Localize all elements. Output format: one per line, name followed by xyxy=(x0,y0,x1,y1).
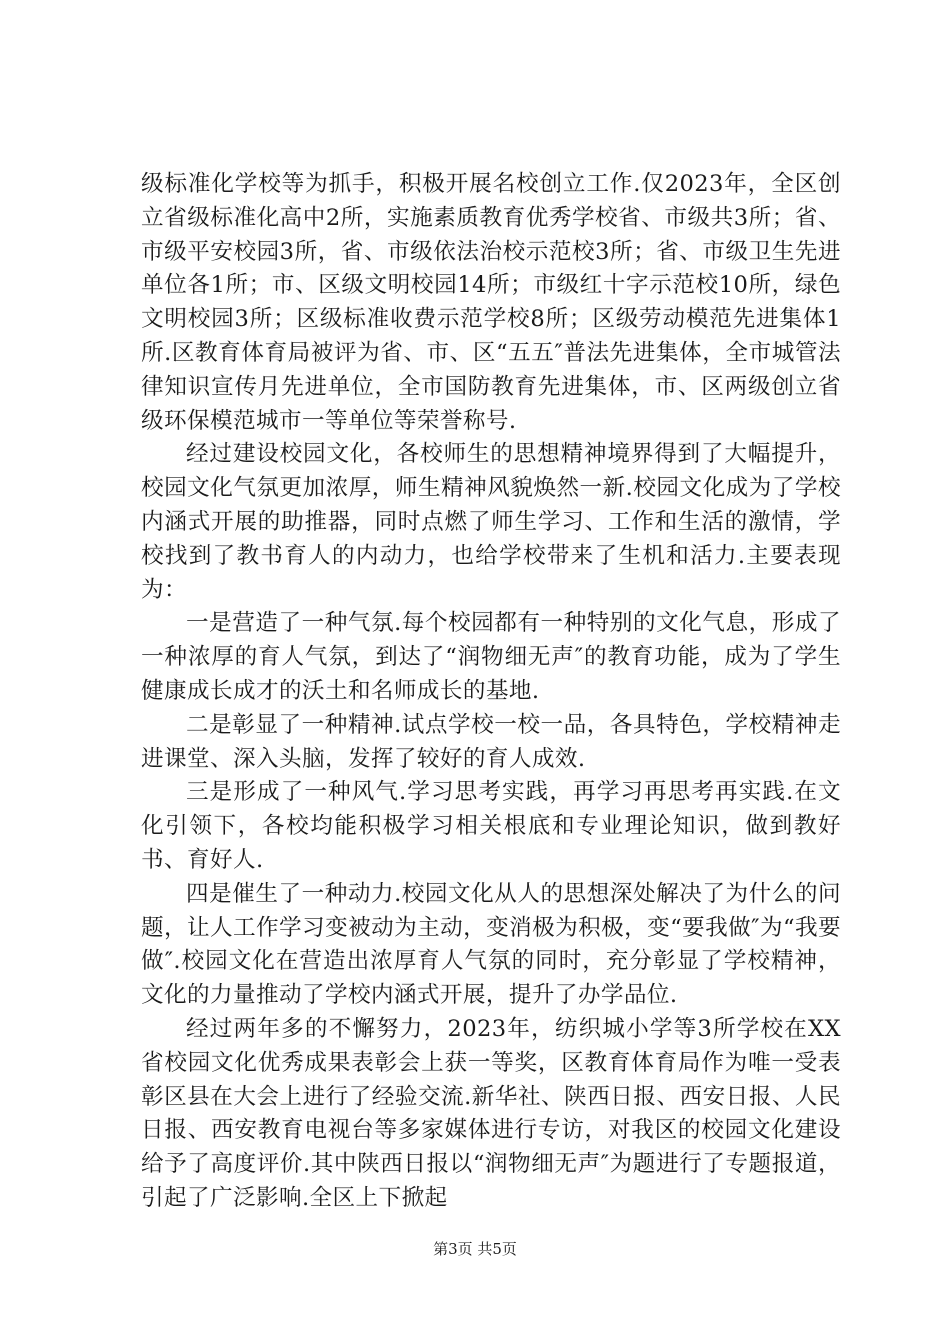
paragraph-3: 一是营造了一种气氛.每个校园都有一种特别的文化气息，形成了一种浓厚的育人气氛，到达了“润物细无声″的教育功能，成为了学生健康成长成才的沃土和名师成长的基地. xyxy=(141,610,841,704)
paragraph-1: 级标准化学校等为抓手，积极开展名校创立工作.仅2023年，全区创立省级标准化高中2所，实施素质教育优秀学校省、市级共3所；省、市级平安校园3所，省、市级依法治校示范校3所；省、市级卫生先进单位各1所；市、区级文明校园14所；市级红十字示范校10所，绿色文明校园3所；区级标准收费示范学校8所；区级劳动模范先进集体1所.区教育体育局被评为省、市、区“五五″普法先进集体，全市城管法律知识宣传月先进单位，全市国防教育先进集体，市、区两级创立省级环保模范城市一等单位等荣誉称号. xyxy=(141,171,841,434)
paragraph-6: 四是催生了一种动力.校园文化从人的思想深处解决了为什么的问题，让人工作学习变被动为主动，变消极为积极，变“要我做″为“我要做″.校园文化在营造出浓厚育人气氛的同时，充分彰显了学校精神，文化的力量推动了学校内涵式开展，提升了办学品位. xyxy=(141,880,841,1009)
paragraph-7: 经过两年多的不懈努力，2023年，纺织城小学等3所学校在XX省校园文化优秀成果表彰会上获一等奖，区教育体育局作为唯一受表彰区县在大会上进行了经验交流.新华社、陕西日报、西安日报、人民日报、西安教育电视台等多家媒体进行专访，对我区的校园文化建设给予了高度评价.其中陕西日报以“润物细无声″为题进行了专题报道，引起了广泛影响.全区上下掀起 xyxy=(141,1015,841,1211)
page-footer: 第3页 共5页 xyxy=(433,1240,517,1258)
paragraph-5: 三是形成了一种风气.学习思考实践，再学习再思考再实践.在文化引领下，各校均能积极学习相关根底和专业理论知识，做到教好书、育好人. xyxy=(141,779,841,873)
paragraph-2: 经过建设校园文化，各校师生的思想精神境界得到了大幅提升，校园文化气氛更加浓厚，师生精神风貌焕然一新.校园文化成为了学校内涵式开展的助推器，同时点燃了师生学习、工作和生活的激情，学校找到了教书育人的内动力，也给学校带来了生机和活力.主要表现为： xyxy=(141,441,841,603)
paragraph-4: 二是彰显了一种精神.试点学校一校一品，各具特色，学校精神走进课堂、深入头脑，发挥了较好的育人成效. xyxy=(141,711,841,772)
document-body xyxy=(141,168,841,1216)
